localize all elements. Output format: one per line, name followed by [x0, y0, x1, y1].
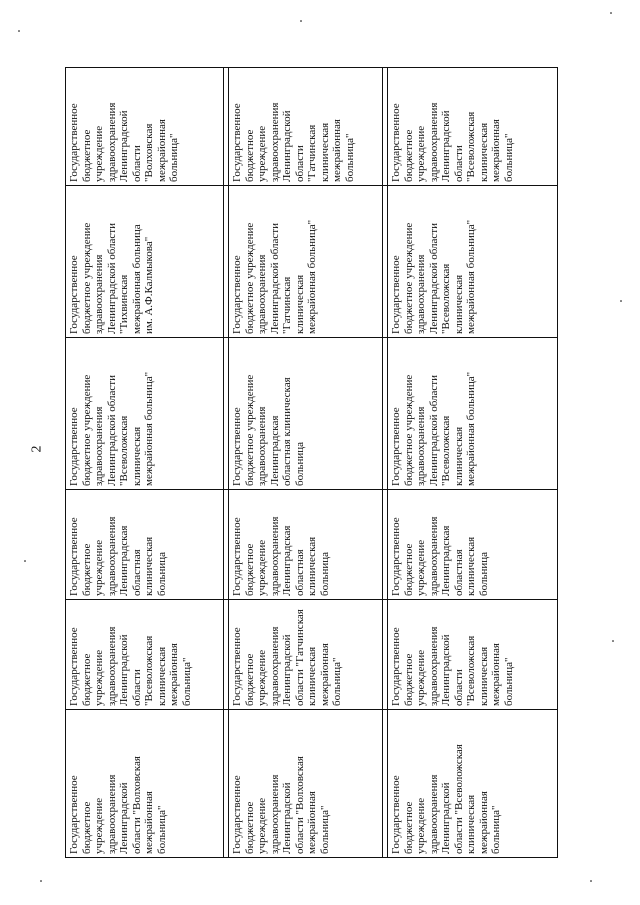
scan-speck: [24, 560, 26, 562]
table-cell: Государственное бюджетное учреждение здравоохранения Ленинградской области "Всеволожская клиническая межрайонная больница": [66, 338, 224, 490]
scan-speck: [620, 300, 622, 302]
scan-speck: [18, 30, 20, 32]
table-cell: Государственное бюджетное учреждение здравоохранения Ленинградской области "Всеволожская клиническая межрайонная больница": [388, 68, 558, 186]
page-number: 2: [29, 445, 45, 453]
scan-speck: [40, 880, 42, 882]
hospital-table: [65, 67, 558, 858]
scan-speck: [300, 20, 302, 22]
table-cell: Государственное бюджетное учреждение здравоохранения Ленинградской области "Тихвинская межрайонная больница им. А.Ф.Калмыкова": [66, 186, 224, 338]
table-row: [388, 68, 558, 858]
table-cell: Государственное бюджетное учреждение здравоохранения Ленинградской области "Всеволожская клиническая межрайонная больница": [66, 600, 224, 710]
table-cell: Государственное бюджетное учреждение здравоохранения Ленинградской области "Гатчинская клиническая межрайонная больница": [229, 68, 383, 186]
table-cell: Государственное бюджетное учреждение здравоохранения Ленинградской области "Всеволожская клиническая межрайонная больница": [388, 186, 558, 338]
table-cell: Государственное бюджетное учреждение здравоохранения Ленинградской области "Волховская межрайонная больница": [66, 710, 224, 858]
table-cell: Государственное бюджетное учреждение здравоохранения Ленинградской области "Всеволожская клиническая межрайонная больница": [388, 338, 558, 490]
table-cell: Государственное бюджетное учреждение здравоохранения Ленинградская областная клиническая больница: [66, 490, 224, 600]
table-cell: Государственное бюджетное учреждение здравоохранения Ленинградская областная клиническая больница: [388, 490, 558, 600]
scan-speck: [590, 880, 592, 882]
routing-table: [65, 68, 555, 858]
table-cell: Государственное бюджетное учреждение здравоохранения Ленинградской области "Всеволожская клиническая межрайонная больница": [388, 600, 558, 710]
table-cell: Государственное бюджетное учреждение здравоохранения Ленинградской области "Всеволожская клиническая межрайонная больница": [388, 710, 558, 858]
table-cell: Государственное бюджетное учреждение здравоохранения Ленинградская областная клиническая больница: [229, 338, 383, 490]
table-cell: Государственное бюджетное учреждение здравоохранения Ленинградской области "Волховская межрайонная больница": [66, 68, 224, 186]
table-cell: Государственное бюджетное учреждение здравоохранения Ленинградской области "Гатчинская клиническая межрайонная больница": [229, 186, 383, 338]
scan-speck: [610, 12, 612, 14]
table-row: [229, 68, 383, 858]
scan-speck: [612, 640, 614, 642]
table-row: [66, 68, 224, 858]
table-cell: Государственное бюджетное учреждение здравоохранения Ленинградская областная клиническая больница: [229, 490, 383, 600]
table-cell: Государственное бюджетное учреждение здравоохранения Ленинградской области "Гатчинская клиническая межрайонная больница": [229, 600, 383, 710]
table-cell: Государственное бюджетное учреждение здравоохранения Ленинградской области "Волховская межрайонная больница": [229, 710, 383, 858]
